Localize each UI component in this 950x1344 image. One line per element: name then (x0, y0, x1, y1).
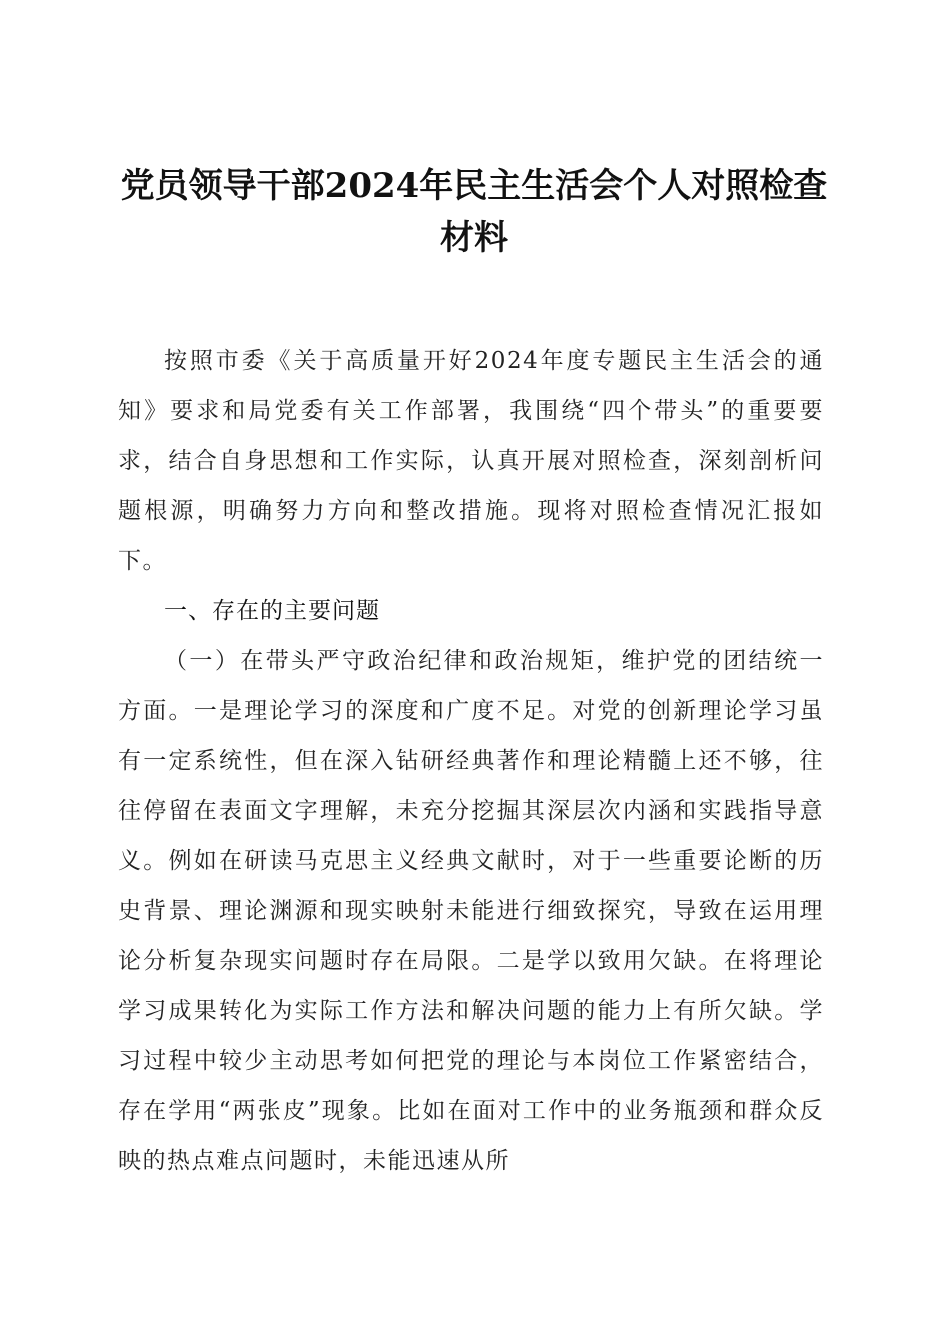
intro-paragraph: 按照市委《关于高质量开好2024年度专题民主生活会的通知》要求和局党委有关工作部署，我围绕“四个带头”的重要要求，结合自身思想和工作实际，认真开展对照检查，深刻剖析问题根源，明确努力方向和整改措施。现将对照检查情况汇报如下。 (118, 348, 824, 574)
section-paragraph: （一）在带头严守政治纪律和政治规矩，维护党的团结统一方面。一是理论学习的深度和广度不足。对党的创新理论学习虽有一定系统性，但在深入钻研经典著作和理论精髓上还不够，往往停留在表面文字理解，未充分挖掘其深层次内涵和实践指导意义。例如在研读马克思主义经典文献时，对于一些重要论断的历史背景、理论渊源和现实映射未能进行细致探究，导致在运用理论分析复杂现实问题时存在局限。二是学以致用欠缺。在将理论学习成果转化为实际工作方法和解决问题的能力上有所欠缺。学习过程中较少主动思考如何把党的理论与本岗位工作紧密结合，存在学用“两张皮”现象。比如在面对工作中的业务瓶颈和群众反映的热点难点问题时，未能迅速从所 (118, 648, 824, 1174)
document-title: 党员领导干部2024年民主生活会个人对照检查材料 (120, 166, 828, 258)
document-body (118, 336, 824, 1186)
section-heading: 一、存在的主要问题 (164, 598, 380, 624)
